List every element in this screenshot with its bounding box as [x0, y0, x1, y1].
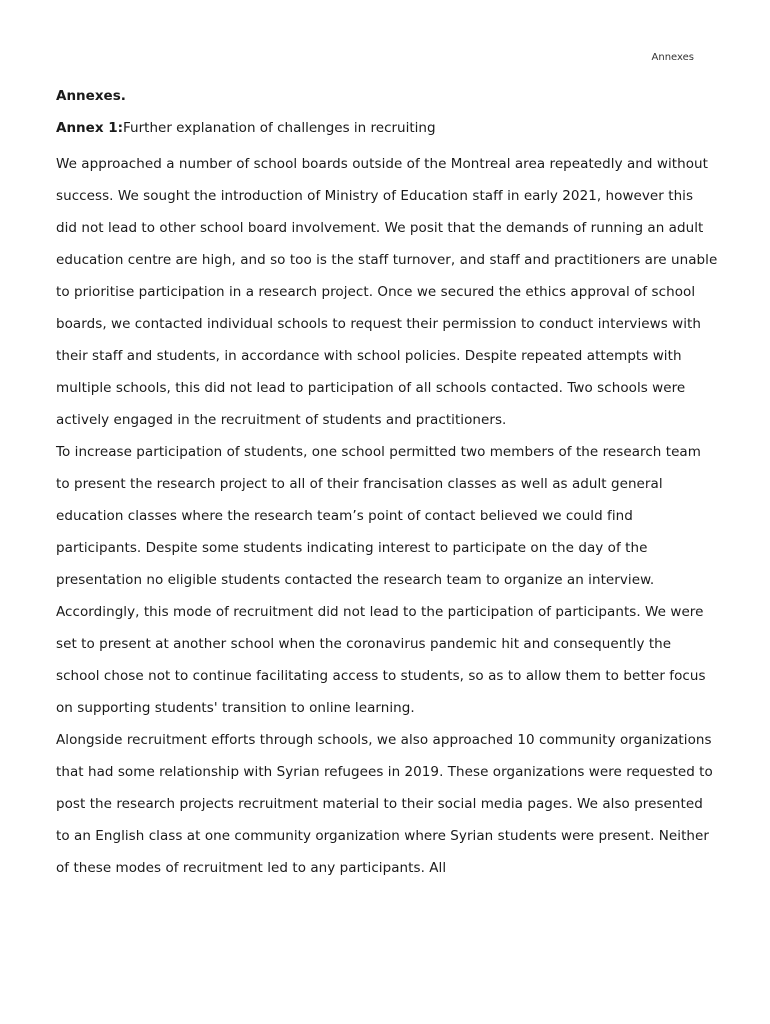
running-header: Annexes — [651, 52, 694, 63]
paragraph-3: Alongside recruitment efforts through schools, we also approached 10 community organizations that had some relationship with Syrian refugees in 2019. These organizations were requested to post the research projects recruitment material to their social media pages. We also presented to an English class at one community organization where Syrian students were present. Neither of these modes of recruitment led to any participants. All — [56, 732, 713, 876]
annex-label: Annex 1: — [56, 120, 124, 136]
section-title: Annexes. — [56, 88, 126, 104]
paragraph-2: To increase participation of students, one school permitted two members of the research team to present the research project to all of their francisation classes as well as adult general education classes where the research team’s point of contact believed we could find participants. Despite some students indicating interest to participate on the day of the presentation no eligible students contacted the research team to organize an interview. Accordingly, this mode of recruitment did not lead to the participation of participants. We were set to present at another school when the coronavirus pandemic hit and consequently the school chose not to continue facilitating access to students, so as to allow them to better focus on supporting students' transition to online learning. — [56, 444, 706, 716]
annex-title: Further explanation of challenges in recruiting — [123, 120, 436, 136]
document-body — [56, 84, 718, 884]
paragraph-1: We approached a number of school boards outside of the Montreal area repeatedly and without success. We sought the introduction of Ministry of Education staff in early 2021, however this did not lead to other school board involvement. We posit that the demands of running an adult education centre are high, and so too is the staff turnover, and staff and practitioners are unable to prioritise participation in a research project. Once we secured the ethics approval of school boards, we contacted individual schools to request their permission to conduct interviews with their staff and students, in accordance with school policies. Despite repeated attempts with multiple schools, this did not lead to participation of all schools contacted. Two schools were actively engaged in the recruitment of students and practitioners. — [56, 156, 718, 428]
annex-heading — [56, 116, 718, 140]
